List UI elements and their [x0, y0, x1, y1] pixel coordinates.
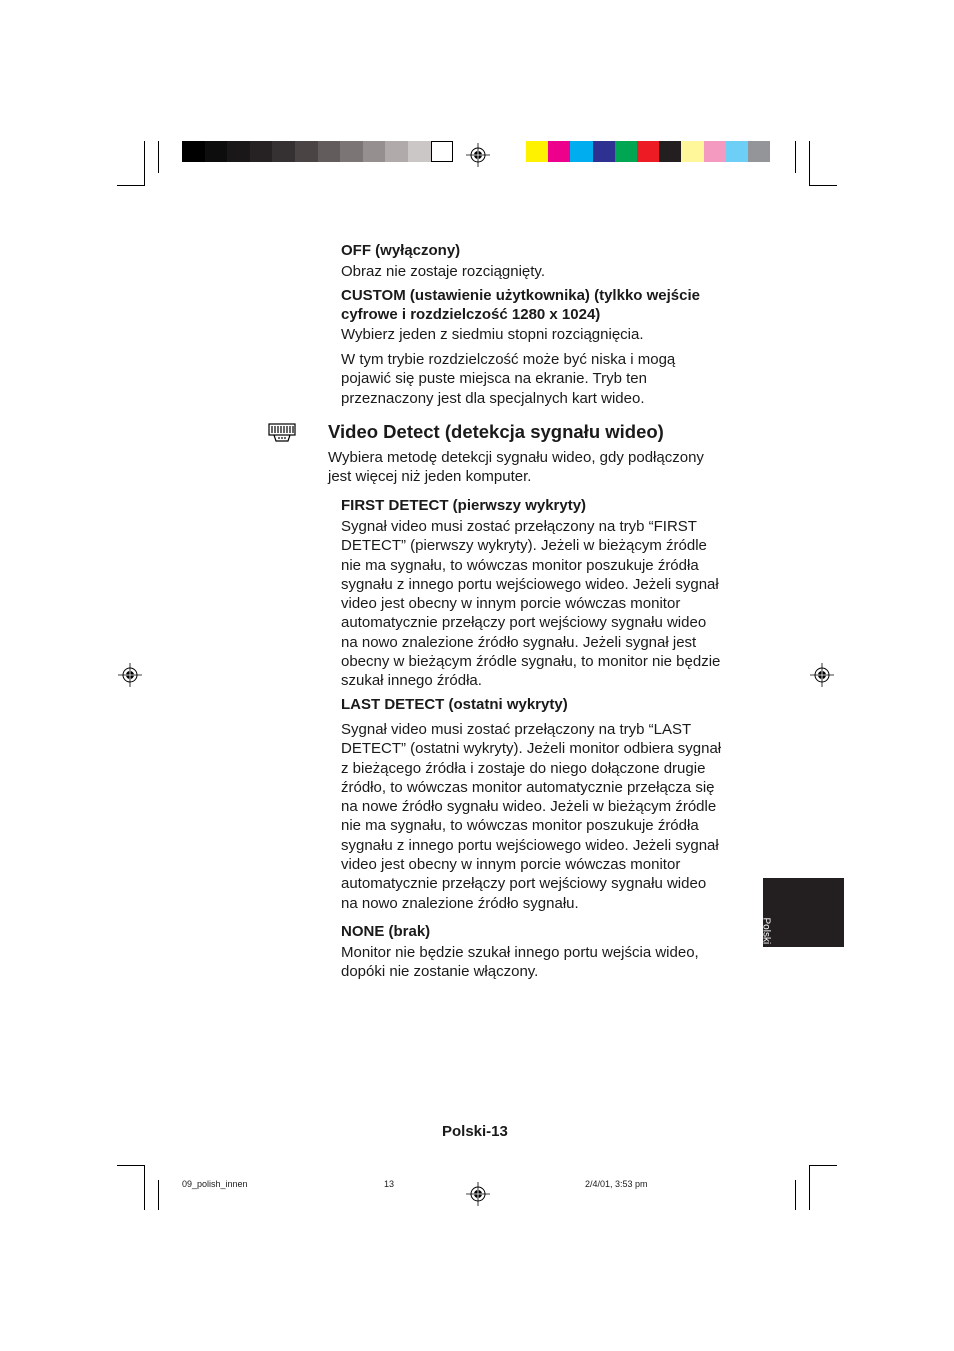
color-swatch — [704, 141, 726, 162]
slug-page: 13 — [384, 1179, 395, 1189]
text-line: na nowo znalezione źródło sygnału. — [341, 894, 579, 912]
off-heading: OFF (wyłączony) — [341, 242, 461, 259]
color-swatch — [526, 141, 548, 162]
crop-mark — [809, 1165, 810, 1210]
text-line: Monitor nie będzie szukał innego portu wejścia wideo, — [341, 944, 699, 961]
page-number: Polski-13 — [442, 1123, 508, 1140]
text-line: automatycznie przełączy port wejściowy sygnału wideo — [341, 614, 707, 632]
registration-mark-icon — [466, 143, 490, 167]
text-line: obecny w bieżącym źródle sygnału, to monitor nie będzie — [341, 653, 721, 671]
gray-swatch — [295, 141, 318, 162]
custom-note-line: pojawić się puste miejsca na ekranie. Tryb ten — [341, 370, 647, 388]
first-detect-text — [341, 517, 720, 691]
color-swatch — [659, 141, 681, 162]
gray-swatch — [182, 141, 205, 162]
language-tab-label: Polski — [760, 917, 772, 945]
registration-mark-icon — [118, 663, 142, 687]
custom-heading-line1: CUSTOM (ustawienie użytkownika) (tylkko wejście — [341, 287, 700, 304]
off-text: Obraz nie zostaje rozciągnięty. — [341, 263, 545, 280]
text-line: DETECT” (ostatni wykryty). Jeżeli monitor odbiera sygnał — [341, 740, 722, 758]
color-swatch — [615, 141, 637, 162]
last-detect-heading: LAST DETECT (ostatni wykryty) — [341, 696, 568, 713]
crop-mark — [117, 185, 145, 186]
text-line: nie ma sygnału, to wówczas monitor poszukuje źródła — [341, 556, 699, 574]
language-side-tab — [760, 878, 844, 947]
text-line: sygnału z innego portu wejściowego wideo. Jeżeli sygnał — [341, 836, 719, 854]
gray-swatch — [431, 141, 454, 162]
custom-note — [341, 350, 675, 408]
color-swatch — [593, 141, 615, 162]
gray-swatch — [408, 141, 431, 162]
gray-swatch — [272, 141, 295, 162]
text-line: DETECT” (pierwszy wykryty). Jeżeli w bieżącym źródle — [341, 537, 707, 555]
crop-mark — [144, 1165, 145, 1210]
gray-swatch — [205, 141, 228, 162]
color-swatch — [548, 141, 570, 162]
crop-mark — [795, 141, 796, 173]
gray-swatch — [385, 141, 408, 162]
custom-note-line: W tym trybie rozdzielczość może być niska i mogą — [341, 351, 676, 368]
video-input-connector-icon — [268, 423, 296, 443]
crop-mark — [809, 141, 810, 186]
text-line: z bieżącego źródła i zostaje do niego dołączone drugie — [341, 759, 706, 777]
color-swatch — [570, 141, 592, 162]
text-line: na nowe źródło sygnału wideo. Jeżeli w bieżącym źródle — [341, 798, 717, 816]
crop-mark — [809, 185, 837, 186]
gray-swatch — [227, 141, 250, 162]
color-swatch — [748, 141, 770, 162]
registration-mark-icon — [810, 663, 834, 687]
crop-mark — [117, 1165, 145, 1166]
custom-heading-line2: cyfrowe i rozdzielczość 1280 x 1024) — [341, 306, 601, 323]
none-text — [341, 943, 699, 982]
none-heading: NONE (brak) — [341, 923, 431, 940]
custom-note-line: przeznaczony jest dla specjalnych kart wideo. — [341, 389, 645, 407]
gray-swatch — [363, 141, 386, 162]
crop-mark — [144, 141, 145, 186]
gray-swatch — [340, 141, 363, 162]
section-title: Video Detect (detekcja sygnału wideo) — [328, 421, 664, 442]
crop-mark — [158, 1180, 159, 1210]
text-line: Sygnał video musi zostać przełączony na tryb “FIRST — [341, 518, 697, 535]
crop-mark — [158, 141, 159, 173]
slug-filename: 09_polish_innen — [182, 1179, 248, 1189]
registration-mark-icon — [466, 1182, 490, 1206]
gray-swatch — [318, 141, 341, 162]
intro-line: jest więcej niż jeden komputer. — [328, 468, 532, 486]
gray-swatch — [250, 141, 273, 162]
crop-mark — [795, 1180, 796, 1210]
color-swatch — [637, 141, 659, 162]
color-swatch — [681, 141, 703, 162]
slug-date: 2/4/01, 3:53 pm — [585, 1179, 648, 1189]
text-line: szukał innego źródła. — [341, 672, 482, 690]
first-detect-heading: FIRST DETECT (pierwszy wykryty) — [341, 497, 587, 514]
text-line: na nowo znalezione źródło sygnału. Jeżeli sygnał jest — [341, 633, 697, 651]
last-detect-text — [341, 720, 721, 913]
text-line: video jest obecny w innym porcie wówczas monitor — [341, 595, 681, 613]
section-intro — [328, 448, 704, 487]
crop-mark — [809, 1165, 837, 1166]
text-line: automatycznie przełączy port wejściowy sygnału wideo — [341, 875, 707, 893]
text-line: źródło, to wówczas monitor automatycznie przełącza się — [341, 778, 715, 796]
text-line: nie ma sygnału, to wówczas monitor poszukuje źródła — [341, 817, 699, 835]
text-line: dopóki nie zostanie włączony. — [341, 963, 539, 981]
custom-text: Wybierz jeden z siedmiu stopni rozciągnięcia. — [341, 326, 644, 343]
color-swatch — [726, 141, 748, 162]
intro-line: Wybiera metodę detekcji sygnału wideo, gdy podłączony — [328, 449, 704, 466]
text-line: sygnału z innego portu wejściowego wideo. Jeżeli sygnał — [341, 575, 719, 593]
text-line: video jest obecny w innym porcie wówczas monitor — [341, 856, 681, 874]
text-line: Sygnał video musi zostać przełączony na tryb “LAST — [341, 721, 692, 738]
